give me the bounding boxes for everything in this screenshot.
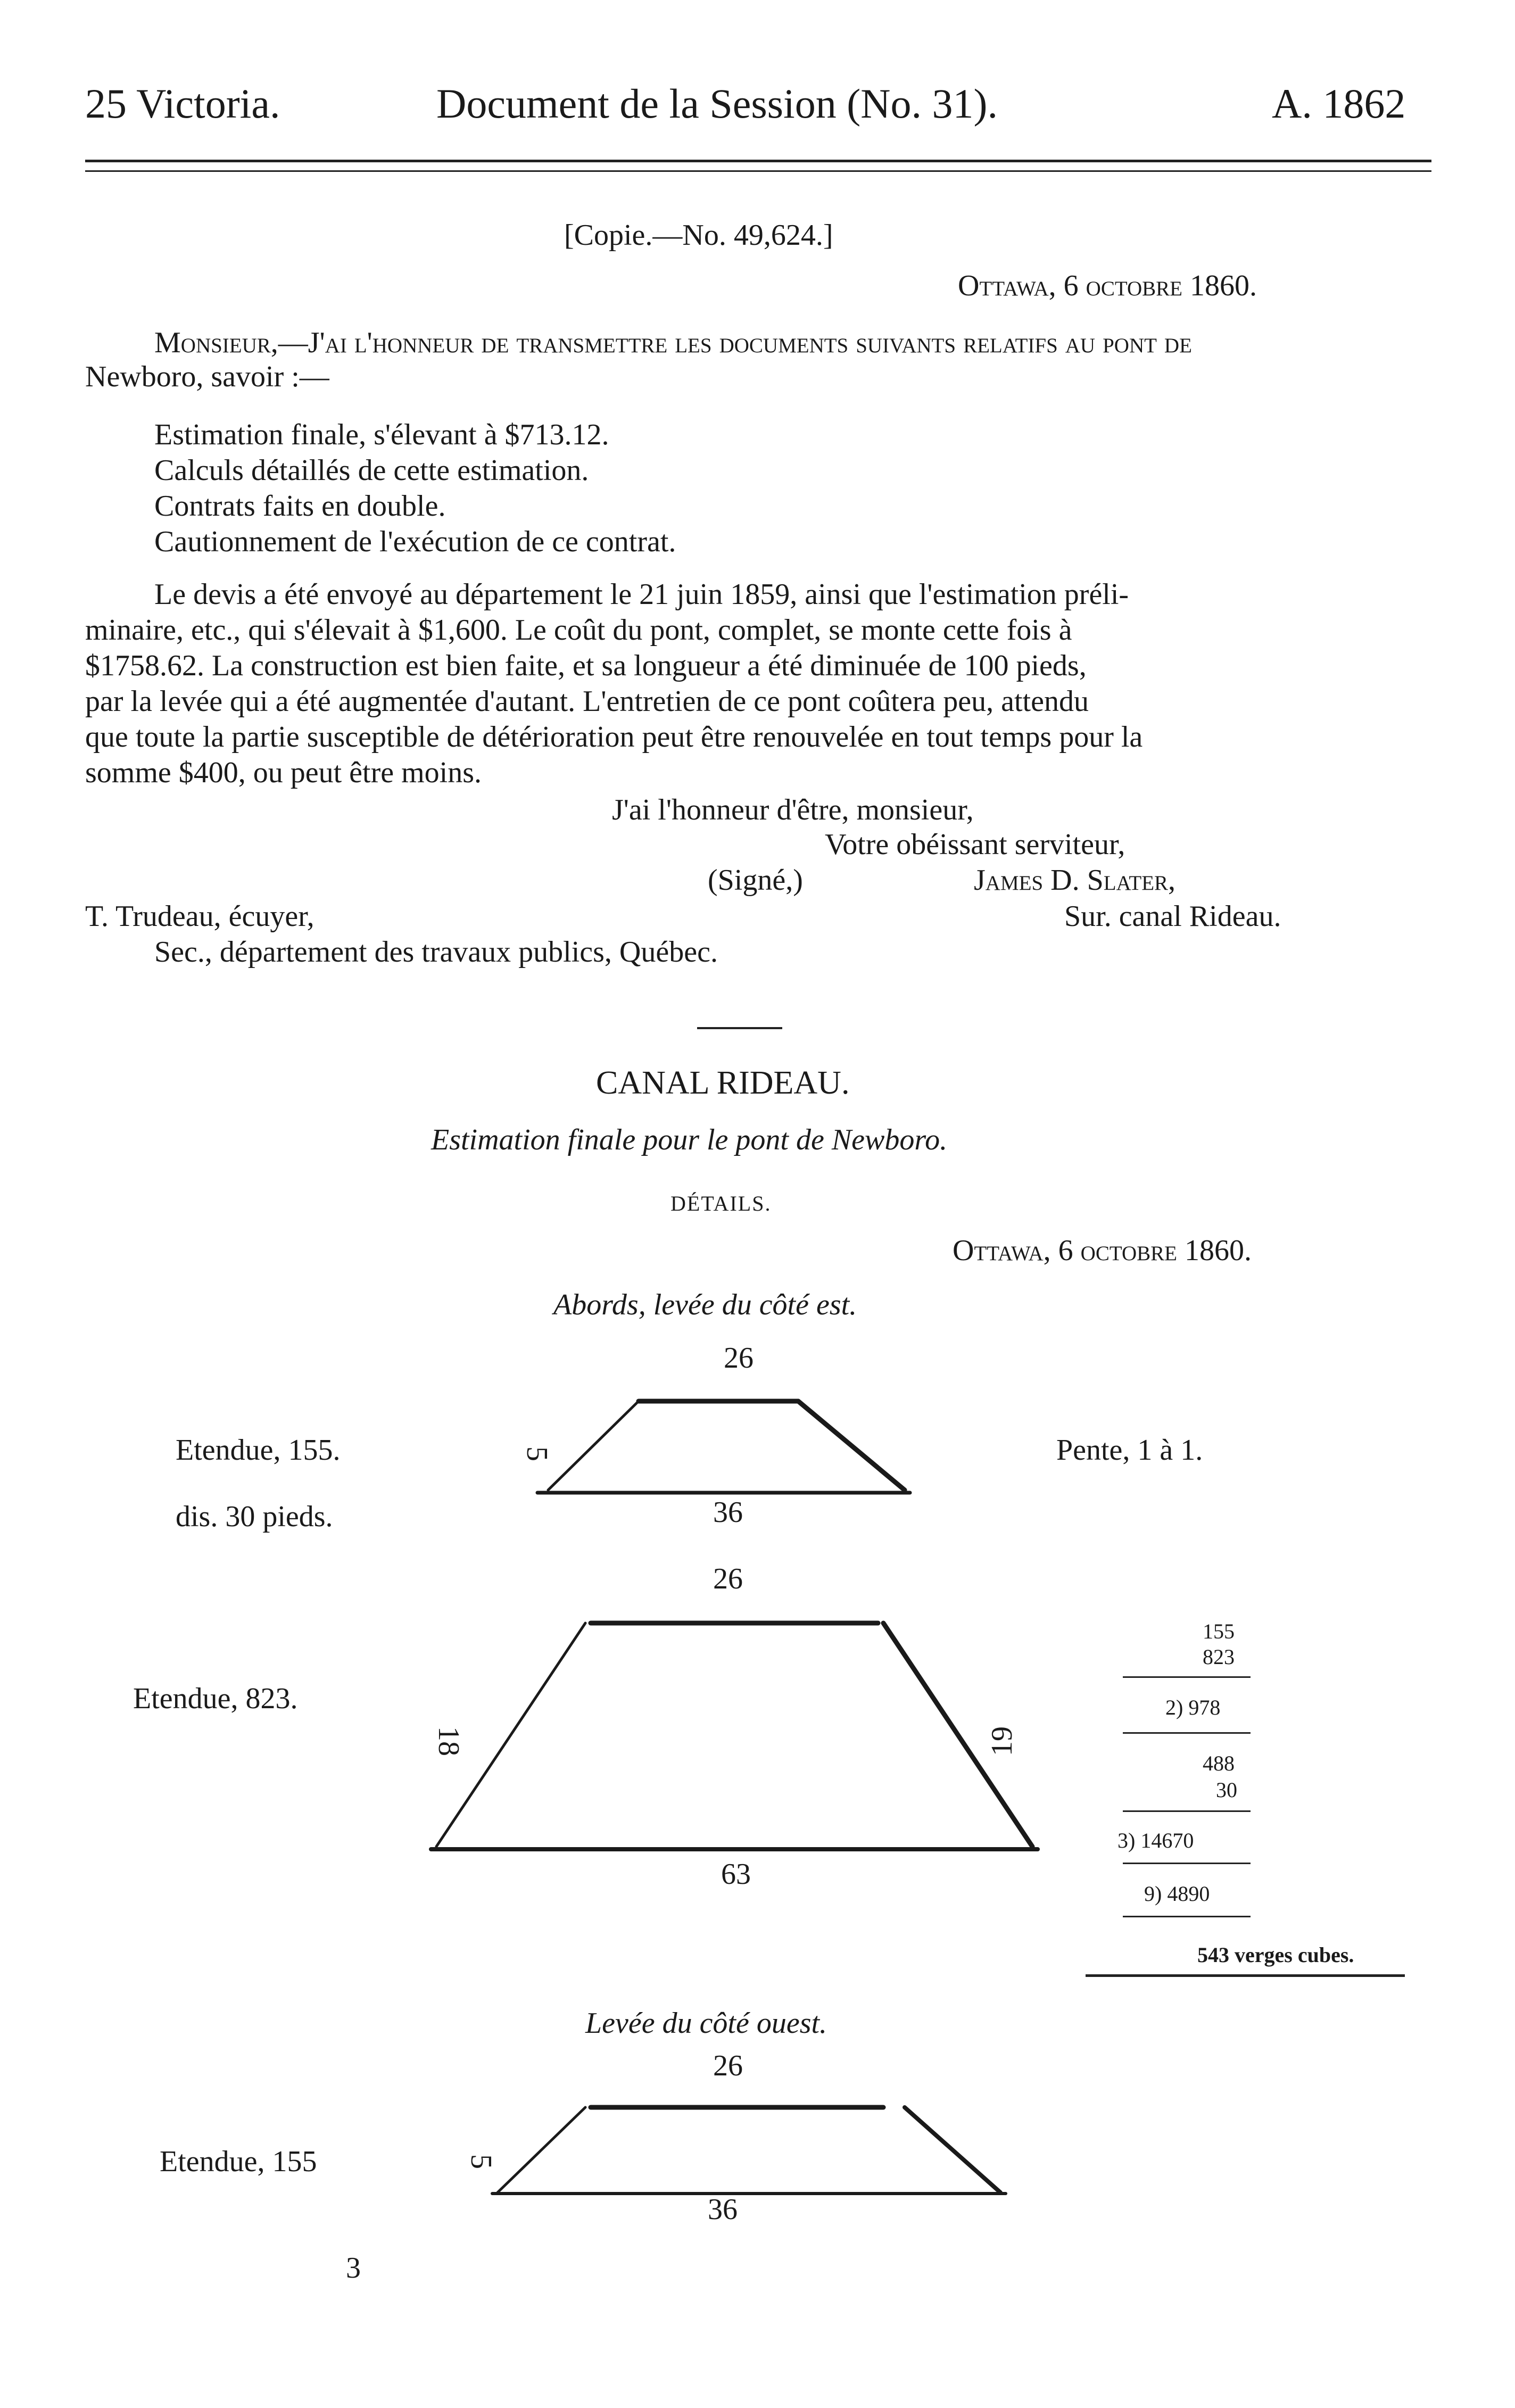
calc-value: 30 <box>1216 1778 1237 1802</box>
fig2-left-dim: 18 <box>432 1726 465 1756</box>
fig1-trapezoid <box>537 1401 910 1493</box>
fig3-trapezoid <box>492 2107 1006 2194</box>
list-item: Estimation finale, s'élevant à $713.12. <box>154 418 609 451</box>
list-item: Cautionnement de l'exécution de ce contrat. <box>154 525 676 558</box>
calc-value: 9) 4890 <box>1144 1882 1210 1906</box>
fig3-side-dim: 5 <box>465 2154 498 2169</box>
list-item: Calculs détaillés de cette estimation. <box>154 454 589 487</box>
estimate-place-date: Ottawa, 6 octobre 1860. <box>953 1234 1252 1267</box>
copy-reference: [Copie.—No. 49,624.] <box>564 219 833 252</box>
calc-value: 488 <box>1203 1751 1235 1775</box>
fig3-bottom-dim: 36 <box>708 2193 738 2226</box>
closing-line-2: Votre obéissant serviteur, <box>825 828 1125 861</box>
fig2-extent-label: Etendue, 823. <box>133 1682 298 1715</box>
calc-value: 155 <box>1203 1619 1235 1643</box>
recipient-name: T. Trudeau, écuyer, <box>85 900 314 933</box>
header-center: Document de la Session (No. 31). <box>436 80 998 127</box>
fig1-side-dim: 5 <box>520 1446 553 1461</box>
section-west-heading: Levée du côté ouest. <box>585 2007 827 2040</box>
fig2-top-dim: 26 <box>713 1562 743 1595</box>
calc-value: 2) 978 <box>1165 1695 1221 1719</box>
fig1-distance-label: dis. 30 pieds. <box>176 1500 333 1533</box>
fig3-extent-label: Etendue, 155 <box>160 2145 317 2178</box>
letter-para1-line2: Newboro, savoir :— <box>85 360 329 393</box>
letter-place-date: Ottawa, 6 octobre 1860. <box>958 269 1257 302</box>
details-heading: DÉTAILS. <box>670 1191 772 1215</box>
calc-result: 543 verges cubes. <box>1197 1943 1354 1967</box>
estimate-title: CANAL RIDEAU. <box>596 1065 850 1101</box>
closing-line-1: J'ai l'honneur d'être, monsieur, <box>612 793 974 826</box>
para2-line: que toute la partie susceptible de détérioration peut être renouvelée en tout temps pour la <box>85 721 1143 754</box>
page-number: 3 <box>346 2252 361 2285</box>
signatory-title: Sur. canal Rideau. <box>1064 900 1281 933</box>
fig2-bottom-dim: 63 <box>721 1858 751 1891</box>
para2-line: $1758.62. La construction est bien faite, et sa longueur a été diminuée de 100 pieds, <box>85 649 1087 682</box>
section-east-heading: Abords, levée du côté est. <box>553 1288 857 1321</box>
para2-line: Le devis a été envoyé au département le 21 juin 1859, ainsi que l'estimation préli- <box>154 578 1129 611</box>
letter-para1-line1: Monsieur,—J'ai l'honneur de transmettre les documents suivants relatifs au pont de <box>154 326 1192 359</box>
signed-label: (Signé,) <box>708 864 803 897</box>
fig2-trapezoid <box>431 1623 1038 1849</box>
list-item: Contrats faits en double. <box>154 490 446 523</box>
fig3-top-dim: 26 <box>713 2049 743 2082</box>
fig1-bottom-dim: 36 <box>713 1496 743 1529</box>
header-left: 25 Victoria. <box>85 80 280 127</box>
para2-line: minaire, etc., qui s'élevait à $1,600. Le coût du pont, complet, se monte cette fois à <box>85 614 1072 647</box>
calc-value: 3) 14670 <box>1117 1828 1194 1852</box>
header-right: A. 1862 <box>1272 80 1406 127</box>
calc-value: 823 <box>1203 1645 1235 1669</box>
recipient-title: Sec., département des travaux publics, Québec. <box>154 936 718 969</box>
para2-line: par la levée qui a été augmentée d'autant. L'entretien de ce pont coûtera peu, attendu <box>85 685 1089 718</box>
para2-line: somme $400, ou peut être moins. <box>85 756 482 789</box>
fig2-right-dim: 19 <box>986 1726 1019 1756</box>
estimate-subtitle: Estimation finale pour le pont de Newboro. <box>431 1123 948 1156</box>
fig1-slope-label: Pente, 1 à 1. <box>1056 1434 1203 1467</box>
fig1-extent-label: Etendue, 155. <box>176 1434 341 1467</box>
fig1-top-dim: 26 <box>724 1342 754 1375</box>
signatory-name: James D. Slater, <box>974 864 1176 897</box>
